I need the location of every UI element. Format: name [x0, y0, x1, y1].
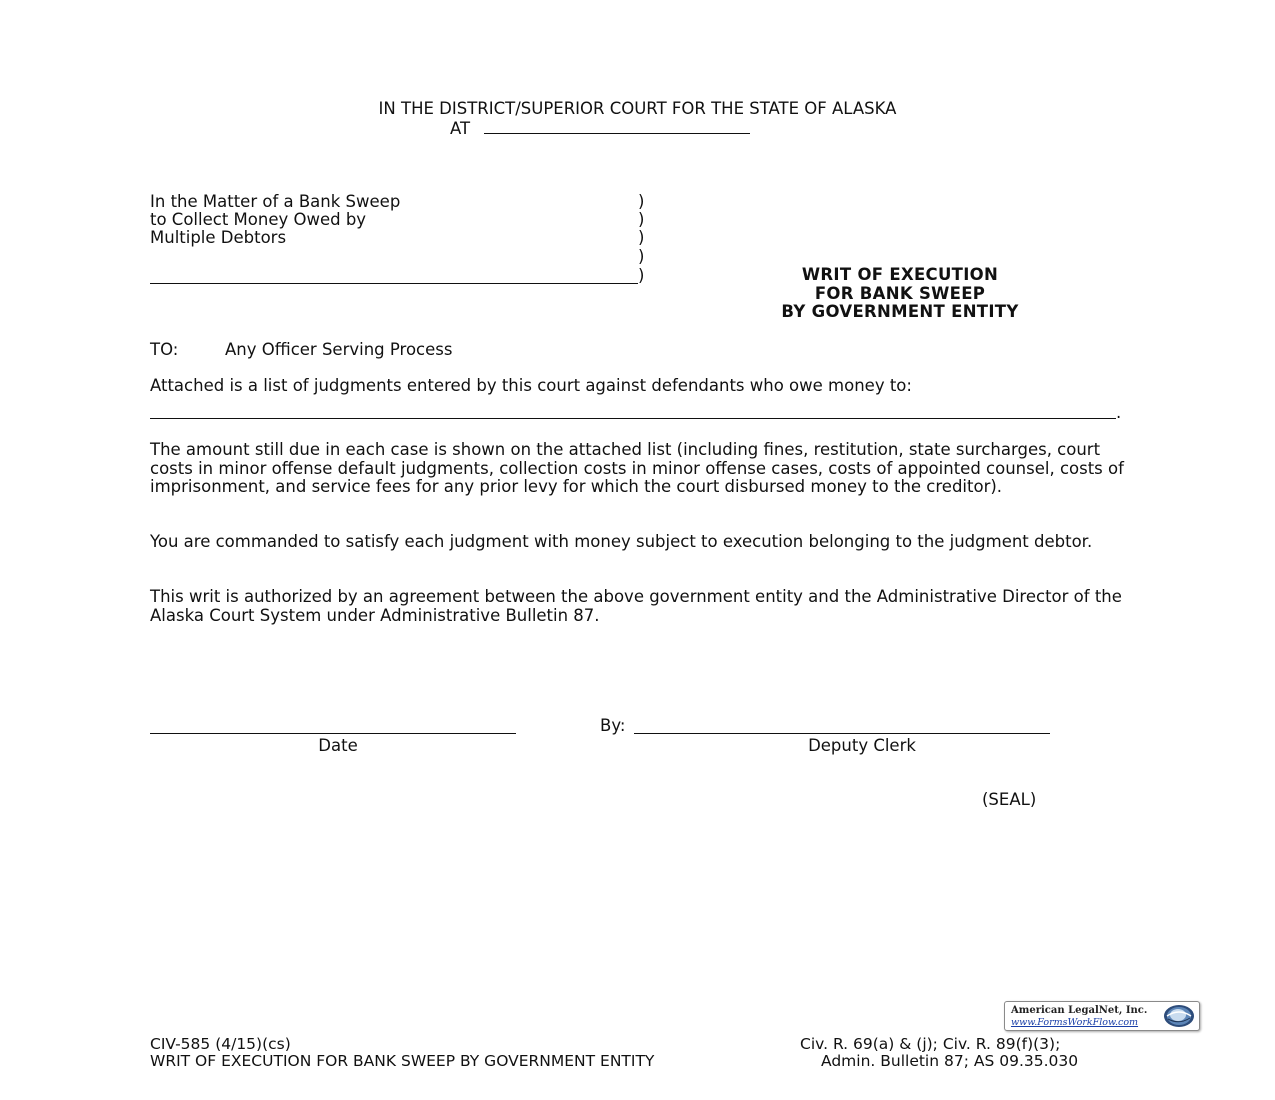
forms-workflow-logo[interactable] [1004, 1001, 1200, 1031]
document-title-line-2: FOR BANK SWEEP [814, 284, 986, 303]
court-heading: IN THE DISTRICT/SUPERIOR COURT FOR THE STATE OF ALASKA [378, 99, 897, 118]
caption-paren: ) [638, 210, 645, 229]
rules-citation-1: Civ. R. 69(a) & (j); Civ. R. 89(f)(3); [800, 1035, 1061, 1053]
authorized-paragraph: This writ is authorized by an agreement between the above government entity and the Administrative Director of the Alaska Court System under Administrative Bulletin 87. [150, 587, 1122, 625]
caption-paren: ) [638, 247, 645, 266]
amount-paragraph: The amount still due in each case is shown on the attached list (including fines, restitution, state surcharges, court costs in minor offense default judgments, collection costs in minor offense cases, costs of appointed counsel, costs of imprisonment, and service fees for any prior levy for which the court disbursed money to the creditor). [150, 440, 1124, 496]
date-label: Date [318, 736, 358, 755]
logo-url-link[interactable]: www.FormsWorkFlow.com [1011, 1017, 1139, 1028]
commanded-paragraph: You are commanded to satisfy each judgment with money subject to execution belonging to the judgment debtor. [150, 532, 1093, 551]
caption-line-2: to Collect Money Owed by [150, 210, 367, 229]
deputy-clerk-signature-field[interactable] [634, 733, 1050, 734]
attached-paragraph: Attached is a list of judgments entered by this court against defendants who owe money to: [150, 376, 912, 395]
by-label: By: [600, 716, 626, 735]
creditor-period: . [1116, 403, 1122, 422]
logo-company-name: American LegalNet, Inc. [1011, 1005, 1148, 1016]
caption-line-1: In the Matter of a Bank Sweep [150, 192, 401, 211]
to-label: TO: [150, 340, 179, 359]
at-location-field[interactable] [484, 133, 750, 134]
document-title-line-1: WRIT OF EXECUTION [801, 265, 999, 284]
form-title-footer: WRIT OF EXECUTION FOR BANK SWEEP BY GOVERNMENT ENTITY [150, 1052, 655, 1070]
seal-label: (SEAL) [982, 790, 1037, 809]
globe-icon [1162, 1003, 1196, 1029]
document-title-line-3: BY GOVERNMENT ENTITY [781, 302, 1019, 321]
rules-citation-2: Admin. Bulletin 87; AS 09.35.030 [821, 1052, 1079, 1070]
caption-paren: ) [638, 266, 645, 285]
caption-paren: ) [638, 228, 645, 247]
date-field[interactable] [150, 733, 516, 734]
caption-underline [150, 283, 638, 284]
deputy-clerk-label: Deputy Clerk [808, 736, 916, 755]
caption-paren: ) [638, 192, 645, 211]
to-recipient: Any Officer Serving Process [225, 340, 453, 359]
caption-line-3: Multiple Debtors [150, 228, 287, 247]
form-number: CIV-585 (4/15)(cs) [150, 1035, 291, 1053]
creditor-field[interactable] [150, 418, 1116, 419]
at-label: AT [450, 119, 471, 138]
